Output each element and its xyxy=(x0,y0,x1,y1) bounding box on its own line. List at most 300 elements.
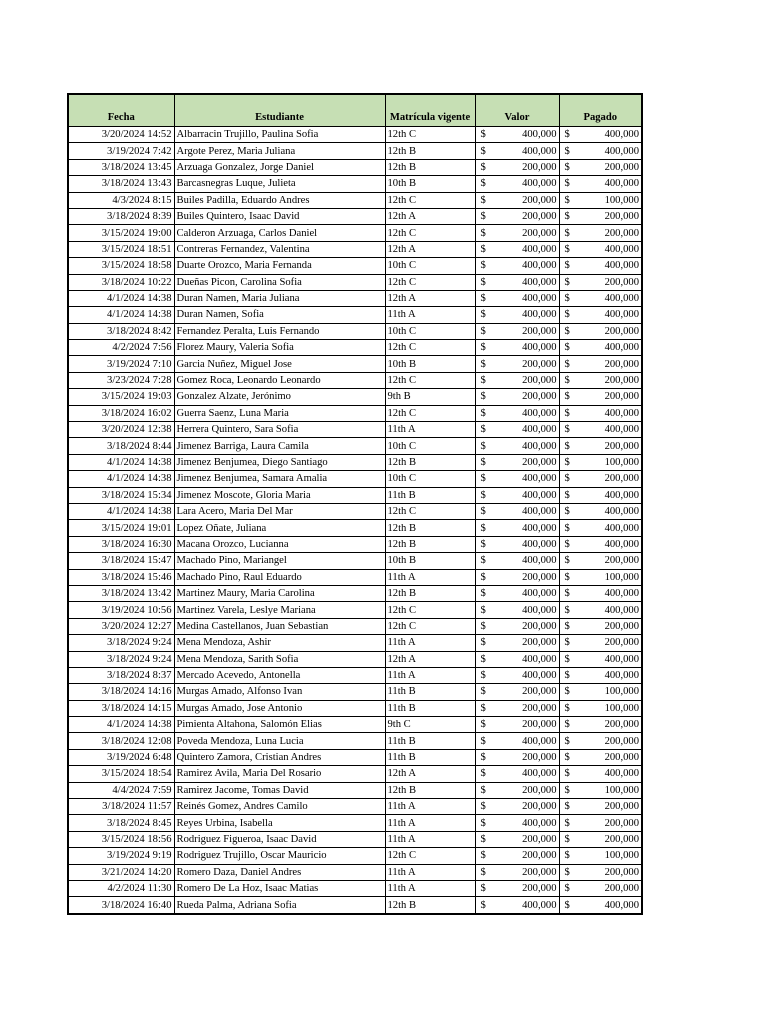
cell-matricula[interactable]: 12th B xyxy=(385,536,475,552)
cell-pagado[interactable] xyxy=(559,880,642,896)
cell-matricula[interactable]: 12th A xyxy=(385,651,475,667)
cell-estudiante[interactable]: Murgas Amado, Alfonso Ivan xyxy=(174,684,385,700)
cell-estudiante[interactable]: Romero De La Hoz, Isaac Matias xyxy=(174,880,385,896)
cell-fecha[interactable]: 3/23/2024 7:28 xyxy=(68,372,174,388)
cell-valor[interactable] xyxy=(475,143,559,159)
cell-valor[interactable] xyxy=(475,356,559,372)
cell-matricula[interactable]: 9th C xyxy=(385,717,475,733)
currency-symbol: $ xyxy=(564,178,570,190)
cell-pagado[interactable] xyxy=(559,815,642,831)
cell-matricula[interactable]: 12th B xyxy=(385,454,475,470)
cell-valor[interactable] xyxy=(475,749,559,765)
cell-valor[interactable] xyxy=(475,733,559,749)
cell-pagado[interactable] xyxy=(559,208,642,224)
cell-estudiante[interactable]: Mena Mendoza, Ashir xyxy=(174,635,385,651)
cell-valor[interactable] xyxy=(475,438,559,454)
cell-pagado[interactable] xyxy=(559,389,642,405)
cell-pagado[interactable] xyxy=(559,635,642,651)
cell-fecha[interactable]: 4/1/2024 14:38 xyxy=(68,717,174,733)
cell-matricula[interactable]: 11th A xyxy=(385,635,475,651)
cell-pagado[interactable] xyxy=(559,536,642,552)
table-row xyxy=(68,651,642,667)
cell-valor[interactable] xyxy=(475,192,559,208)
cell-matricula[interactable]: 12th B xyxy=(385,782,475,798)
cell-estudiante[interactable]: Jimenez Moscote, Gloria Maria xyxy=(174,487,385,503)
cell-estudiante[interactable]: Jimenez Benjumea, Samara Amalia xyxy=(174,471,385,487)
cell-estudiante[interactable]: Barcasnegras Luque, Julieta xyxy=(174,176,385,192)
currency-symbol: $ xyxy=(480,850,486,862)
cell-matricula[interactable]: 12th C xyxy=(385,127,475,143)
cell-pagado[interactable] xyxy=(559,684,642,700)
table-row xyxy=(68,389,642,405)
cell-fecha[interactable]: 3/19/2024 10:56 xyxy=(68,602,174,618)
currency-symbol: $ xyxy=(564,604,570,616)
cell-pagado[interactable] xyxy=(559,651,642,667)
cell-valor[interactable] xyxy=(475,766,559,782)
cell-valor[interactable] xyxy=(475,536,559,552)
cell-estudiante[interactable]: Machado Pino, Raul Eduardo xyxy=(174,569,385,585)
cell-estudiante[interactable]: Duarte Orozco, Maria Fernanda xyxy=(174,258,385,274)
cell-valor[interactable] xyxy=(475,176,559,192)
cell-pagado[interactable] xyxy=(559,848,642,864)
amount: 200,000 xyxy=(522,784,557,796)
cell-estudiante[interactable]: Murgas Amado, Jose Antonio xyxy=(174,700,385,716)
currency-symbol: $ xyxy=(480,522,486,534)
header-pagado[interactable]: Pagado xyxy=(559,94,642,127)
cell-matricula[interactable]: 12th C xyxy=(385,503,475,519)
cell-pagado[interactable] xyxy=(559,733,642,749)
cell-valor[interactable] xyxy=(475,618,559,634)
cell-valor[interactable] xyxy=(475,651,559,667)
cell-fecha[interactable]: 4/2/2024 7:56 xyxy=(68,340,174,356)
cell-valor[interactable] xyxy=(475,208,559,224)
cell-matricula[interactable]: 12th B xyxy=(385,585,475,601)
cell-pagado[interactable] xyxy=(559,176,642,192)
cell-pagado[interactable] xyxy=(559,569,642,585)
cell-fecha[interactable]: 3/19/2024 6:48 xyxy=(68,749,174,765)
cell-fecha[interactable]: 3/20/2024 14:52 xyxy=(68,127,174,143)
cell-matricula[interactable]: 12th C xyxy=(385,192,475,208)
cell-fecha[interactable]: 3/20/2024 12:27 xyxy=(68,618,174,634)
cell-valor[interactable] xyxy=(475,405,559,421)
currency-symbol: $ xyxy=(480,391,486,403)
cell-fecha[interactable]: 3/15/2024 19:01 xyxy=(68,520,174,536)
cell-estudiante[interactable]: Duran Namen, Sofia xyxy=(174,307,385,323)
cell-matricula[interactable]: 11th B xyxy=(385,733,475,749)
header-matricula[interactable]: Matrícula vigente xyxy=(385,94,475,127)
cell-valor[interactable] xyxy=(475,602,559,618)
amount: 400,000 xyxy=(604,899,639,911)
cell-fecha[interactable]: 3/18/2024 11:57 xyxy=(68,799,174,815)
cell-estudiante[interactable]: Mena Mendoza, Sarith Sofia xyxy=(174,651,385,667)
cell-fecha[interactable]: 4/1/2024 14:38 xyxy=(68,503,174,519)
cell-fecha[interactable]: 3/18/2024 8:42 xyxy=(68,323,174,339)
cell-fecha[interactable]: 3/18/2024 16:02 xyxy=(68,405,174,421)
cell-matricula[interactable]: 11th A xyxy=(385,831,475,847)
currency-symbol: $ xyxy=(480,768,486,780)
cell-pagado[interactable] xyxy=(559,143,642,159)
cell-estudiante[interactable]: Albarracin Trujillo, Paulina Sofia xyxy=(174,127,385,143)
cell-matricula[interactable]: 12th C xyxy=(385,225,475,241)
cell-pagado[interactable] xyxy=(559,241,642,257)
cell-pagado[interactable] xyxy=(559,471,642,487)
amount: 200,000 xyxy=(604,440,639,452)
cell-pagado[interactable] xyxy=(559,897,642,914)
table-row xyxy=(68,635,642,651)
cell-pagado[interactable] xyxy=(559,553,642,569)
cell-valor[interactable] xyxy=(475,307,559,323)
cell-fecha[interactable]: 3/15/2024 18:54 xyxy=(68,766,174,782)
cell-fecha[interactable]: 3/18/2024 13:43 xyxy=(68,176,174,192)
cell-estudiante[interactable]: Rueda Palma, Adriana Sofia xyxy=(174,897,385,914)
cell-matricula[interactable]: 12th C xyxy=(385,340,475,356)
cell-fecha[interactable]: 3/18/2024 16:30 xyxy=(68,536,174,552)
amount: 200,000 xyxy=(522,752,557,764)
cell-fecha[interactable]: 3/19/2024 7:42 xyxy=(68,143,174,159)
cell-valor[interactable] xyxy=(475,717,559,733)
cell-valor[interactable] xyxy=(475,864,559,880)
cell-fecha[interactable]: 4/4/2024 7:59 xyxy=(68,782,174,798)
cell-matricula[interactable]: 11th B xyxy=(385,749,475,765)
cell-estudiante[interactable]: Fernandez Peralta, Luis Fernando xyxy=(174,323,385,339)
cell-estudiante[interactable]: Jimenez Barriga, Laura Camila xyxy=(174,438,385,454)
cell-pagado[interactable] xyxy=(559,290,642,306)
cell-estudiante[interactable]: Gomez Roca, Leonardo Leonardo xyxy=(174,372,385,388)
cell-estudiante[interactable]: Jimenez Benjumea, Diego Santiago xyxy=(174,454,385,470)
cell-pagado[interactable] xyxy=(559,667,642,683)
cell-fecha[interactable]: 4/1/2024 14:38 xyxy=(68,454,174,470)
cell-estudiante[interactable]: Lopez Oñate, Juliana xyxy=(174,520,385,536)
cell-fecha[interactable]: 3/15/2024 18:58 xyxy=(68,258,174,274)
cell-matricula[interactable]: 12th B xyxy=(385,143,475,159)
cell-pagado[interactable] xyxy=(559,372,642,388)
cell-pagado[interactable] xyxy=(559,159,642,175)
currency-symbol: $ xyxy=(564,686,570,698)
cell-valor[interactable] xyxy=(475,422,559,438)
amount: 200,000 xyxy=(522,833,557,845)
cell-estudiante[interactable]: Garcia Nuñez, Miguel Jose xyxy=(174,356,385,372)
cell-estudiante[interactable]: Calderon Arzuaga, Carlos Daniel xyxy=(174,225,385,241)
currency-symbol: $ xyxy=(480,211,486,223)
cell-matricula[interactable]: 12th C xyxy=(385,602,475,618)
cell-fecha[interactable]: 3/18/2024 12:08 xyxy=(68,733,174,749)
header-estudiante[interactable]: Estudiante xyxy=(174,94,385,127)
cell-fecha[interactable]: 3/21/2024 14:20 xyxy=(68,864,174,880)
header-fecha[interactable]: Fecha xyxy=(68,94,174,127)
cell-fecha[interactable]: 3/18/2024 8:44 xyxy=(68,438,174,454)
cell-matricula[interactable]: 11th A xyxy=(385,422,475,438)
cell-pagado[interactable] xyxy=(559,717,642,733)
cell-fecha[interactable]: 3/18/2024 13:42 xyxy=(68,585,174,601)
table-row xyxy=(68,553,642,569)
cell-fecha[interactable]: 3/15/2024 19:00 xyxy=(68,225,174,241)
table-row xyxy=(68,274,642,290)
cell-matricula[interactable]: 11th A xyxy=(385,667,475,683)
cell-pagado[interactable] xyxy=(559,274,642,290)
cell-matricula[interactable]: 12th C xyxy=(385,848,475,864)
cell-valor[interactable] xyxy=(475,127,559,143)
cell-matricula[interactable]: 11th A xyxy=(385,307,475,323)
cell-matricula[interactable]: 11th A xyxy=(385,815,475,831)
amount: 200,000 xyxy=(604,817,639,829)
cell-pagado[interactable] xyxy=(559,258,642,274)
cell-estudiante[interactable]: Reinés Gomez, Andres Camilo xyxy=(174,799,385,815)
cell-fecha[interactable]: 3/18/2024 8:37 xyxy=(68,667,174,683)
cell-matricula[interactable]: 9th B xyxy=(385,389,475,405)
table-row xyxy=(68,569,642,585)
cell-pagado[interactable] xyxy=(559,127,642,143)
cell-pagado[interactable] xyxy=(559,487,642,503)
cell-fecha[interactable]: 4/3/2024 8:15 xyxy=(68,192,174,208)
cell-estudiante[interactable]: Argote Perez, Maria Juliana xyxy=(174,143,385,159)
table-row xyxy=(68,880,642,896)
cell-estudiante[interactable]: Macana Orozco, Lucianna xyxy=(174,536,385,552)
cell-fecha[interactable]: 4/1/2024 14:38 xyxy=(68,307,174,323)
currency-symbol: $ xyxy=(480,653,486,665)
cell-matricula[interactable]: 11th A xyxy=(385,799,475,815)
amount: 400,000 xyxy=(604,407,639,419)
cell-pagado[interactable] xyxy=(559,438,642,454)
table-row xyxy=(68,815,642,831)
table-row xyxy=(68,864,642,880)
cell-valor[interactable] xyxy=(475,553,559,569)
cell-estudiante[interactable]: Duran Namen, Maria Juliana xyxy=(174,290,385,306)
cell-matricula[interactable]: 11th B xyxy=(385,487,475,503)
table-row xyxy=(68,356,642,372)
cell-pagado[interactable] xyxy=(559,602,642,618)
cell-pagado[interactable] xyxy=(559,749,642,765)
amount: 200,000 xyxy=(604,375,639,387)
cell-estudiante[interactable]: Ramirez Jacome, Tomas David xyxy=(174,782,385,798)
cell-pagado[interactable] xyxy=(559,782,642,798)
cell-valor[interactable] xyxy=(475,569,559,585)
amount: 200,000 xyxy=(522,637,557,649)
cell-estudiante[interactable]: Arzuaga Gonzalez, Jorge Daniel xyxy=(174,159,385,175)
cell-fecha[interactable]: 3/18/2024 14:15 xyxy=(68,700,174,716)
cell-matricula[interactable]: 12th C xyxy=(385,372,475,388)
cell-pagado[interactable] xyxy=(559,503,642,519)
cell-valor[interactable] xyxy=(475,782,559,798)
cell-valor[interactable] xyxy=(475,241,559,257)
amount: 200,000 xyxy=(522,358,557,370)
amount: 200,000 xyxy=(604,227,639,239)
currency-symbol: $ xyxy=(480,801,486,813)
cell-estudiante[interactable]: Poveda Mendoza, Luna Lucia xyxy=(174,733,385,749)
cell-valor[interactable] xyxy=(475,290,559,306)
table-row xyxy=(68,290,642,306)
cell-matricula[interactable]: 11th A xyxy=(385,864,475,880)
cell-fecha[interactable]: 4/1/2024 14:38 xyxy=(68,471,174,487)
cell-valor[interactable] xyxy=(475,372,559,388)
cell-matricula[interactable]: 12th C xyxy=(385,618,475,634)
cell-matricula[interactable]: 11th B xyxy=(385,684,475,700)
table-row xyxy=(68,602,642,618)
amount: 400,000 xyxy=(522,424,557,436)
cell-estudiante[interactable]: Gonzalez Alzate, Jerónimo xyxy=(174,389,385,405)
cell-valor[interactable] xyxy=(475,274,559,290)
cell-valor[interactable] xyxy=(475,389,559,405)
cell-matricula[interactable]: 10th C xyxy=(385,438,475,454)
amount: 100,000 xyxy=(604,571,639,583)
cell-matricula[interactable]: 10th B xyxy=(385,176,475,192)
table-row xyxy=(68,176,642,192)
cell-estudiante[interactable]: Lara Acero, Maria Del Mar xyxy=(174,503,385,519)
cell-valor[interactable] xyxy=(475,159,559,175)
amount: 400,000 xyxy=(522,309,557,321)
cell-estudiante[interactable]: Dueñas Picon, Carolina Sofia xyxy=(174,274,385,290)
cell-estudiante[interactable]: Guerra Saenz, Luna Maria xyxy=(174,405,385,421)
cell-pagado[interactable] xyxy=(559,520,642,536)
cell-pagado[interactable] xyxy=(559,323,642,339)
cell-estudiante[interactable]: Machado Pino, Mariangel xyxy=(174,553,385,569)
cell-estudiante[interactable]: Mercado Acevedo, Antonella xyxy=(174,667,385,683)
cell-valor[interactable] xyxy=(475,225,559,241)
cell-matricula[interactable]: 11th B xyxy=(385,700,475,716)
cell-matricula[interactable]: 11th A xyxy=(385,569,475,585)
cell-estudiante[interactable]: Contreras Fernandez, Valentina xyxy=(174,241,385,257)
cell-valor[interactable] xyxy=(475,487,559,503)
cell-matricula[interactable]: 10th B xyxy=(385,356,475,372)
cell-pagado[interactable] xyxy=(559,700,642,716)
cell-valor[interactable] xyxy=(475,585,559,601)
cell-matricula[interactable]: 12th A xyxy=(385,208,475,224)
cell-estudiante[interactable]: Rodriguez Figueroa, Isaac David xyxy=(174,831,385,847)
cell-estudiante[interactable]: Herrera Quintero, Sara Sofia xyxy=(174,422,385,438)
cell-fecha[interactable]: 3/15/2024 18:51 xyxy=(68,241,174,257)
currency-symbol: $ xyxy=(564,653,570,665)
cell-estudiante[interactable]: Martinez Varela, Leslye Mariana xyxy=(174,602,385,618)
cell-pagado[interactable] xyxy=(559,618,642,634)
cell-matricula[interactable]: 12th B xyxy=(385,520,475,536)
cell-valor[interactable] xyxy=(475,635,559,651)
cell-valor[interactable] xyxy=(475,340,559,356)
cell-valor[interactable] xyxy=(475,831,559,847)
cell-fecha[interactable]: 3/18/2024 8:39 xyxy=(68,208,174,224)
cell-fecha[interactable]: 3/18/2024 9:24 xyxy=(68,635,174,651)
currency-symbol: $ xyxy=(480,342,486,354)
cell-matricula[interactable]: 12th B xyxy=(385,897,475,914)
cell-estudiante[interactable]: Martinez Maury, Maria Carolina xyxy=(174,585,385,601)
table-row xyxy=(68,340,642,356)
currency-symbol: $ xyxy=(564,424,570,436)
cell-pagado[interactable] xyxy=(559,831,642,847)
cell-matricula[interactable]: 12th C xyxy=(385,405,475,421)
cell-valor[interactable] xyxy=(475,667,559,683)
currency-symbol: $ xyxy=(564,735,570,747)
cell-pagado[interactable] xyxy=(559,225,642,241)
currency-symbol: $ xyxy=(564,161,570,173)
cell-matricula[interactable]: 10th B xyxy=(385,553,475,569)
cell-fecha[interactable]: 3/20/2024 12:38 xyxy=(68,422,174,438)
cell-matricula[interactable]: 10th C xyxy=(385,471,475,487)
cell-matricula[interactable]: 12th B xyxy=(385,159,475,175)
cell-valor[interactable] xyxy=(475,471,559,487)
cell-estudiante[interactable]: Pimienta Altahona, Salomón Elias xyxy=(174,717,385,733)
cell-fecha[interactable]: 3/18/2024 15:47 xyxy=(68,553,174,569)
cell-fecha[interactable]: 3/19/2024 9:19 xyxy=(68,848,174,864)
cell-matricula[interactable]: 12th A xyxy=(385,290,475,306)
cell-pagado[interactable] xyxy=(559,307,642,323)
cell-estudiante[interactable]: Ramirez Avila, Maria Del Rosario xyxy=(174,766,385,782)
amount: 400,000 xyxy=(604,588,639,600)
cell-pagado[interactable] xyxy=(559,356,642,372)
cell-valor[interactable] xyxy=(475,454,559,470)
amount: 400,000 xyxy=(522,260,557,272)
cell-pagado[interactable] xyxy=(559,192,642,208)
cell-valor[interactable] xyxy=(475,880,559,896)
cell-estudiante[interactable]: Builes Padilla, Eduardo Andres xyxy=(174,192,385,208)
cell-fecha[interactable]: 3/18/2024 16:40 xyxy=(68,897,174,914)
cell-valor[interactable] xyxy=(475,323,559,339)
cell-estudiante[interactable]: Medina Castellanos, Juan Sebastian xyxy=(174,618,385,634)
cell-estudiante[interactable]: Quintero Zamora, Cristian Andres xyxy=(174,749,385,765)
cell-estudiante[interactable]: Builes Quintero, Isaac David xyxy=(174,208,385,224)
table-row xyxy=(68,159,642,175)
cell-fecha[interactable]: 3/15/2024 19:03 xyxy=(68,389,174,405)
cell-fecha[interactable]: 3/18/2024 15:46 xyxy=(68,569,174,585)
cell-estudiante[interactable]: Romero Daza, Daniel Andres xyxy=(174,864,385,880)
cell-estudiante[interactable]: Rodriguez Trujillo, Oscar Mauricio xyxy=(174,848,385,864)
cell-pagado[interactable] xyxy=(559,454,642,470)
cell-estudiante[interactable]: Reyes Urbina, Isabella xyxy=(174,815,385,831)
cell-fecha[interactable]: 3/18/2024 14:16 xyxy=(68,684,174,700)
cell-valor[interactable] xyxy=(475,897,559,914)
amount: 400,000 xyxy=(604,129,639,141)
cell-valor[interactable] xyxy=(475,258,559,274)
cell-matricula[interactable]: 10th C xyxy=(385,258,475,274)
cell-matricula[interactable]: 10th C xyxy=(385,323,475,339)
cell-pagado[interactable] xyxy=(559,585,642,601)
cell-fecha[interactable]: 3/18/2024 9:24 xyxy=(68,651,174,667)
amount: 400,000 xyxy=(522,768,557,780)
currency-symbol: $ xyxy=(564,637,570,649)
cell-valor[interactable] xyxy=(475,700,559,716)
header-valor[interactable]: Valor xyxy=(475,94,559,127)
cell-fecha[interactable]: 4/1/2024 14:38 xyxy=(68,290,174,306)
cell-pagado[interactable] xyxy=(559,340,642,356)
cell-fecha[interactable]: 3/15/2024 18:56 xyxy=(68,831,174,847)
cell-valor[interactable] xyxy=(475,503,559,519)
cell-pagado[interactable] xyxy=(559,766,642,782)
cell-estudiante[interactable]: Florez Maury, Valeria Sofia xyxy=(174,340,385,356)
currency-symbol: $ xyxy=(564,260,570,272)
cell-fecha[interactable]: 3/19/2024 7:10 xyxy=(68,356,174,372)
cell-matricula[interactable]: 12th A xyxy=(385,766,475,782)
cell-fecha[interactable]: 3/18/2024 13:45 xyxy=(68,159,174,175)
cell-matricula[interactable]: 11th A xyxy=(385,880,475,896)
cell-pagado[interactable] xyxy=(559,422,642,438)
amount: 400,000 xyxy=(522,604,557,616)
table-row xyxy=(68,225,642,241)
amount: 100,000 xyxy=(604,702,639,714)
cell-matricula[interactable]: 12th C xyxy=(385,274,475,290)
cell-matricula[interactable]: 12th A xyxy=(385,241,475,257)
amount: 200,000 xyxy=(522,325,557,337)
cell-fecha[interactable]: 3/18/2024 8:45 xyxy=(68,815,174,831)
cell-valor[interactable] xyxy=(475,815,559,831)
cell-fecha[interactable]: 3/18/2024 15:34 xyxy=(68,487,174,503)
cell-valor[interactable] xyxy=(475,684,559,700)
cell-fecha[interactable]: 3/18/2024 10:22 xyxy=(68,274,174,290)
cell-pagado[interactable] xyxy=(559,405,642,421)
amount: 200,000 xyxy=(522,702,557,714)
cell-valor[interactable] xyxy=(475,848,559,864)
cell-valor[interactable] xyxy=(475,520,559,536)
cell-pagado[interactable] xyxy=(559,864,642,880)
cell-pagado[interactable] xyxy=(559,799,642,815)
cell-fecha[interactable]: 4/2/2024 11:30 xyxy=(68,880,174,896)
cell-valor[interactable] xyxy=(475,799,559,815)
